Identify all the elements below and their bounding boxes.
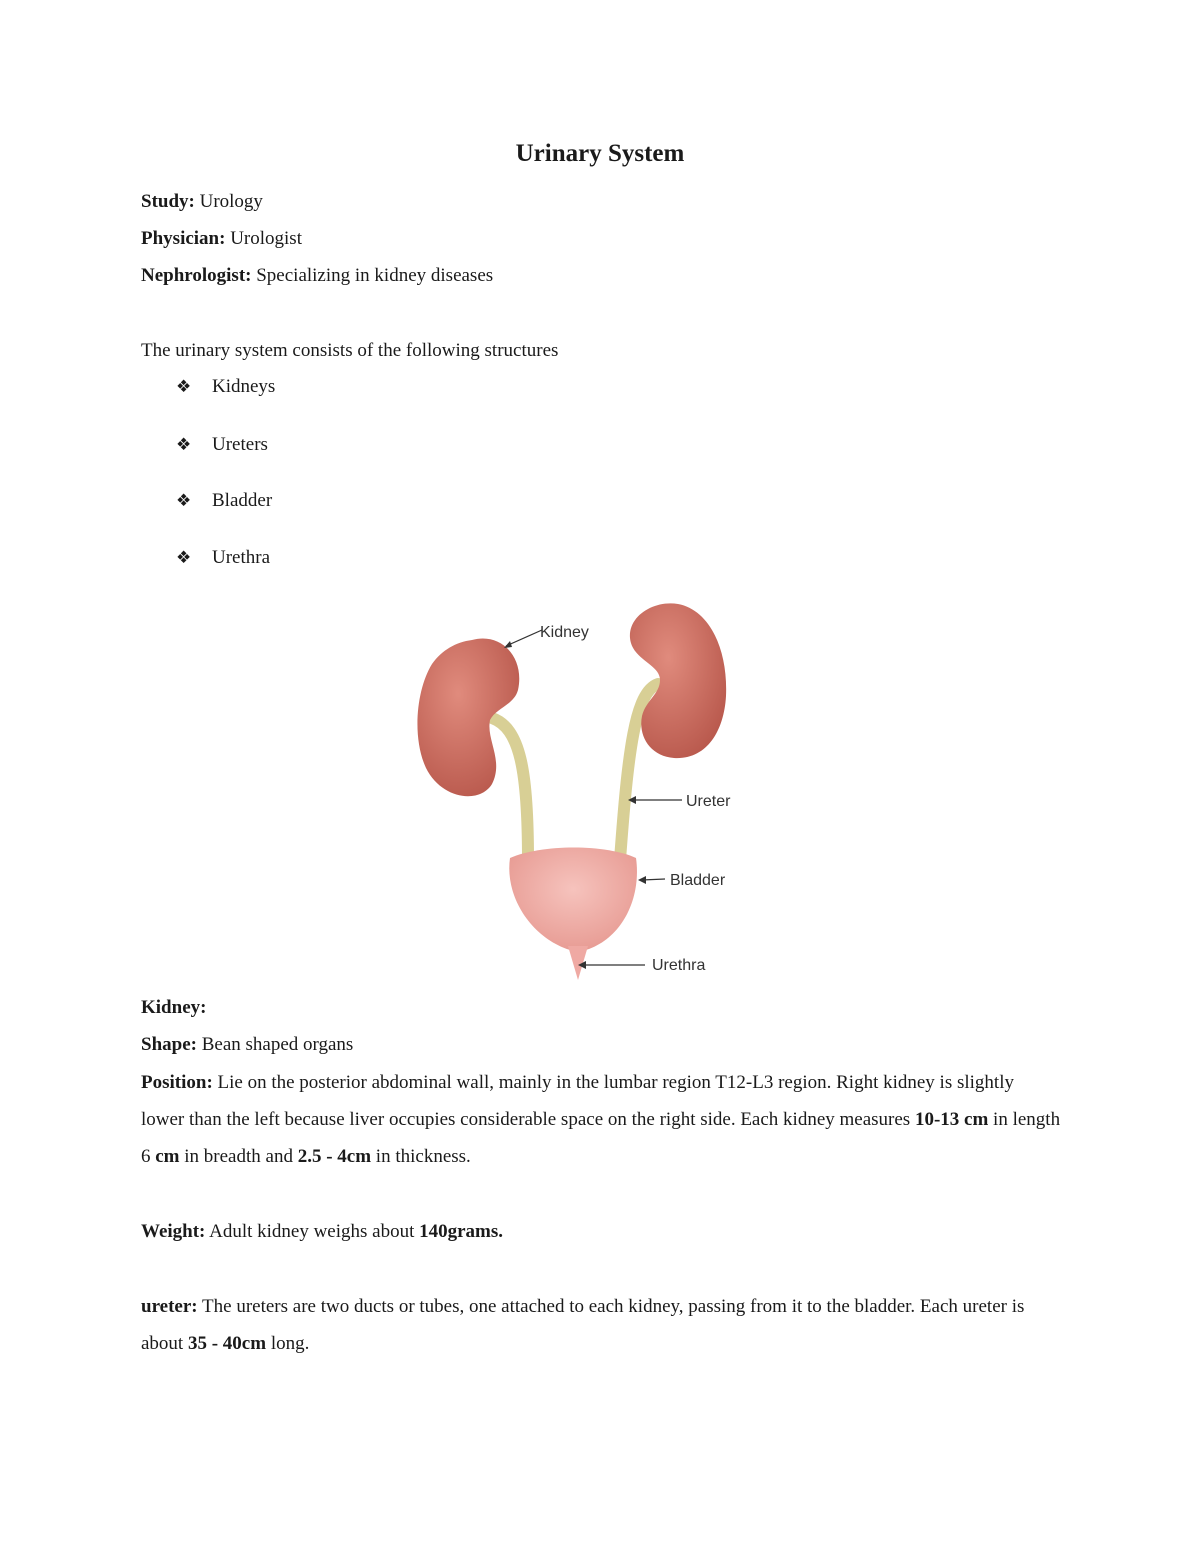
- position-text: in length 6: [141, 1109, 1061, 1167]
- weight-line: [141, 1220, 503, 1244]
- list-item: [176, 489, 272, 513]
- bullet-diamond-icon: ❖: [176, 377, 192, 396]
- list-item-label: Urethra: [212, 547, 271, 568]
- physician-label: Physician:: [141, 228, 226, 249]
- weight-value: 140grams.: [419, 1221, 504, 1242]
- shape-value: Bean shaped organs: [196, 1034, 354, 1055]
- bullet-diamond-icon: ❖: [176, 491, 192, 510]
- nephrologist-line: [141, 264, 493, 288]
- position-paragraph: [141, 1064, 1061, 1175]
- physician-line: [141, 227, 302, 251]
- bullet-diamond-icon: ❖: [176, 548, 192, 567]
- list-item-label: Bladder: [212, 490, 273, 511]
- bladder-label: Bladder: [670, 872, 726, 889]
- list-item: [176, 546, 270, 570]
- nephrologist-value: Specializing in kidney diseases: [251, 265, 494, 286]
- left-ureter: [492, 718, 528, 860]
- ureter-text: long.: [266, 1333, 310, 1354]
- weight-text: Adult kidney weighs about: [205, 1221, 420, 1242]
- breadth-unit: cm: [155, 1146, 180, 1167]
- length-value: 10-13 cm: [914, 1109, 989, 1130]
- weight-label: Weight:: [141, 1221, 206, 1242]
- kidney-heading-text: Kidney:: [141, 997, 207, 1018]
- page-title: Urinary System: [515, 140, 685, 167]
- kidney-label: Kidney: [540, 624, 589, 641]
- ureter-paragraph: [141, 1288, 1061, 1362]
- position-text: Lie on the posterior abdominal wall, mainly in the lumbar region T12-L3 region. Right kidney is slightly lower than the left because liver occupies considerable space on the right side. Each kidney measures: [141, 1072, 1014, 1130]
- list-item-label: Ureters: [212, 434, 268, 455]
- urethra-label: Urethra: [652, 957, 706, 974]
- ureter-text: The ureters are two ducts or tubes, one attached to each kidney, passing from it to the bladder. Each ureter is about: [141, 1296, 1025, 1354]
- ureter-label-text: ureter:: [141, 1296, 198, 1317]
- urinary-system-diagram: [410, 600, 750, 990]
- shape-label: Shape:: [141, 1034, 197, 1055]
- bullet-diamond-icon: ❖: [176, 435, 192, 454]
- shape-line: [141, 1033, 353, 1057]
- study-label: Study:: [141, 191, 195, 212]
- study-line: [141, 190, 263, 214]
- list-item: [176, 375, 275, 399]
- thickness-value: 2.5 - 4cm: [297, 1146, 372, 1167]
- right-kidney: [630, 603, 726, 758]
- ureter-label: Ureter: [686, 793, 731, 810]
- kidney-heading: [141, 996, 206, 1020]
- position-label: Position:: [141, 1072, 213, 1093]
- study-value: Urology: [194, 191, 263, 212]
- list-item: [176, 433, 268, 457]
- intro-text: The urinary system consists of the following structures: [141, 340, 559, 361]
- list-item-label: Kidneys: [212, 376, 276, 397]
- left-kidney: [417, 639, 519, 797]
- physician-value: Urologist: [225, 228, 302, 249]
- position-text: in thickness.: [371, 1146, 471, 1167]
- bladder: [509, 848, 637, 953]
- ureter-length-value: 35 - 40cm: [187, 1333, 267, 1354]
- position-text: in breadth and: [179, 1146, 298, 1167]
- nephrologist-label: Nephrologist:: [141, 265, 252, 286]
